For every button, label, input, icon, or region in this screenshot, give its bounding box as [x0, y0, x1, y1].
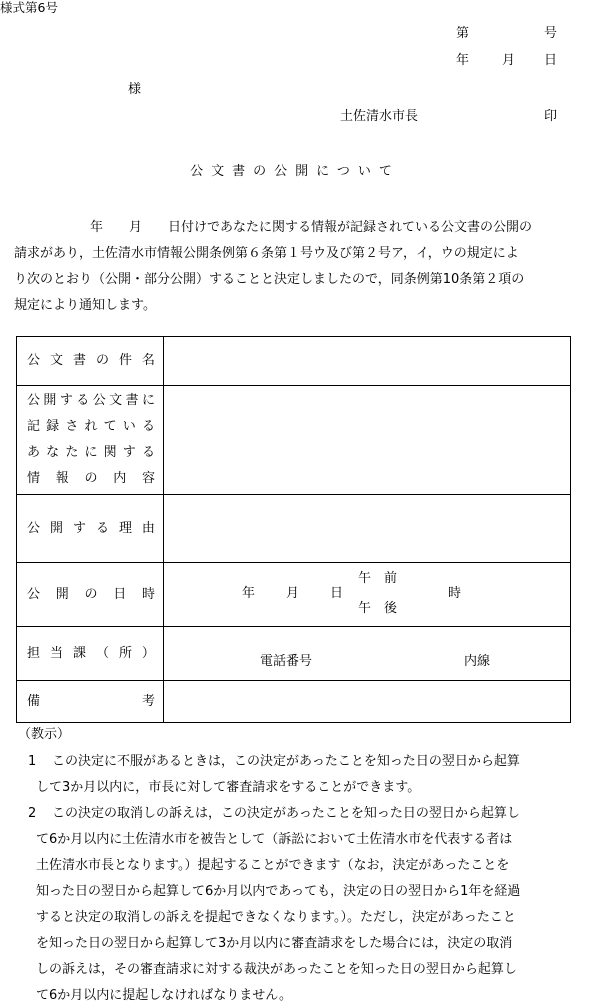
- instructions-heading: （教示）: [18, 727, 71, 742]
- instruction-line: しの訴えは，その審査請求に対する裁決があったことを知った日の翌日から起算し: [36, 962, 517, 977]
- extension-label: 内線: [464, 654, 491, 669]
- instruction-line: すると決定の取消しの訴えを提起できなくなります。）。ただし，決定があったこと: [36, 910, 516, 925]
- remarks-label: [27, 694, 155, 710]
- datetime-year: 年: [242, 586, 256, 601]
- table-row: [17, 386, 571, 495]
- intro-line: 請求があり，土佐清水市情報公開条例第６条第１号ウ及び第２号ア，イ，ウの規定によ: [14, 246, 519, 261]
- info-content-label-line: あ な た に 関 す る: [27, 445, 155, 460]
- disclosure-datetime-label-cell: [17, 563, 164, 627]
- form-number: 様式第6号: [0, 0, 58, 15]
- disclosure-table: [16, 336, 571, 723]
- document-number-prefix: 第: [456, 26, 470, 41]
- instruction-number: 2: [28, 806, 37, 821]
- instruction-line: 知った日の翌日から起算して6か月以内であっても，決定の日の翌日から1年を経過: [36, 884, 521, 899]
- instruction-number: 1: [28, 754, 37, 769]
- instruction-line: して3か月以内に，市長に対して審査請求をすることができます。: [36, 780, 421, 795]
- remarks-label-right: 考: [141, 693, 155, 709]
- remarks-label-left: 備: [27, 693, 41, 709]
- instruction-line: て6か月以内に土佐清水市を被告として（訴訟において土佐清水市を代表する者は: [36, 832, 513, 847]
- table-row: [17, 681, 571, 723]
- remarks-value: [164, 681, 571, 723]
- date-month: 月: [502, 53, 516, 68]
- table-row: [17, 495, 571, 563]
- document-title: 公文書の公開について: [190, 164, 400, 179]
- table-row: [17, 627, 571, 681]
- department-label: 担 当 課 （ 所 ）: [27, 645, 155, 661]
- datetime-day: 日: [330, 586, 344, 601]
- intro-line: 規定により通知します。: [14, 298, 156, 313]
- date-day: 日: [544, 53, 558, 68]
- datetime-hour: 時: [448, 586, 462, 601]
- disclosure-reason-label: 公 開 す る 理 由: [27, 520, 155, 536]
- date-year: 年: [456, 53, 470, 68]
- intro-line: り次のとおり（公開・部分公開）することと決定しましたので，同条例第10条第２項の: [14, 272, 525, 287]
- document-name-label-cell: [17, 337, 164, 386]
- disclosure-reason-label-cell: [17, 495, 164, 563]
- remarks-label-cell: [17, 681, 164, 723]
- phone-number-label: 電話番号: [260, 654, 313, 669]
- addressee-suffix: 様: [128, 82, 142, 97]
- instruction-line: この決定に不服があるときは，この決定があったことを知った日の翌日から起算: [52, 754, 520, 769]
- instruction-line: 土佐清水市長となります。）提起することができます（なお，決定があったことを: [36, 858, 510, 873]
- seal-mark: 印: [544, 109, 558, 124]
- table-row: [17, 563, 571, 627]
- document-name-value: [164, 337, 571, 386]
- instruction-line: て6か月以内に提起しなければなりません。: [36, 988, 293, 1003]
- datetime-pm: 午 後: [358, 601, 398, 616]
- intro-line: 年 月 日付けであなたに関する情報が記録されている公文書の公開の: [90, 220, 533, 235]
- info-content-label-line: 情 報 の 内 容: [27, 471, 155, 486]
- instruction-line: この決定の取消しの訴えは，この決定があったことを知った日の翌日から起算し: [52, 806, 520, 821]
- datetime-am: 午 前: [358, 571, 398, 586]
- document-number-suffix: 号: [544, 26, 558, 41]
- info-content-label-line: 公 開 す る 公 文 書 に: [27, 393, 155, 408]
- info-content-label-cell: [17, 386, 164, 495]
- disclosure-datetime-value: [164, 563, 571, 627]
- department-label-cell: [17, 627, 164, 681]
- datetime-month: 月: [286, 586, 300, 601]
- info-content-value: [164, 386, 571, 495]
- document-name-label: 公 文 書 の 件 名: [27, 353, 155, 368]
- disclosure-datetime-label: 公 開 の 日 時: [27, 586, 155, 602]
- disclosure-reason-value: [164, 495, 571, 563]
- instruction-line: を知った日の翌日から起算して3か月以内に審査請求をした場合には，決定の取消: [36, 936, 513, 951]
- info-content-label-line: 記 録 さ れ て い る: [27, 419, 155, 434]
- issuer-name: 土佐清水市長: [340, 109, 419, 124]
- department-value: [164, 627, 571, 681]
- table-row: [17, 337, 571, 386]
